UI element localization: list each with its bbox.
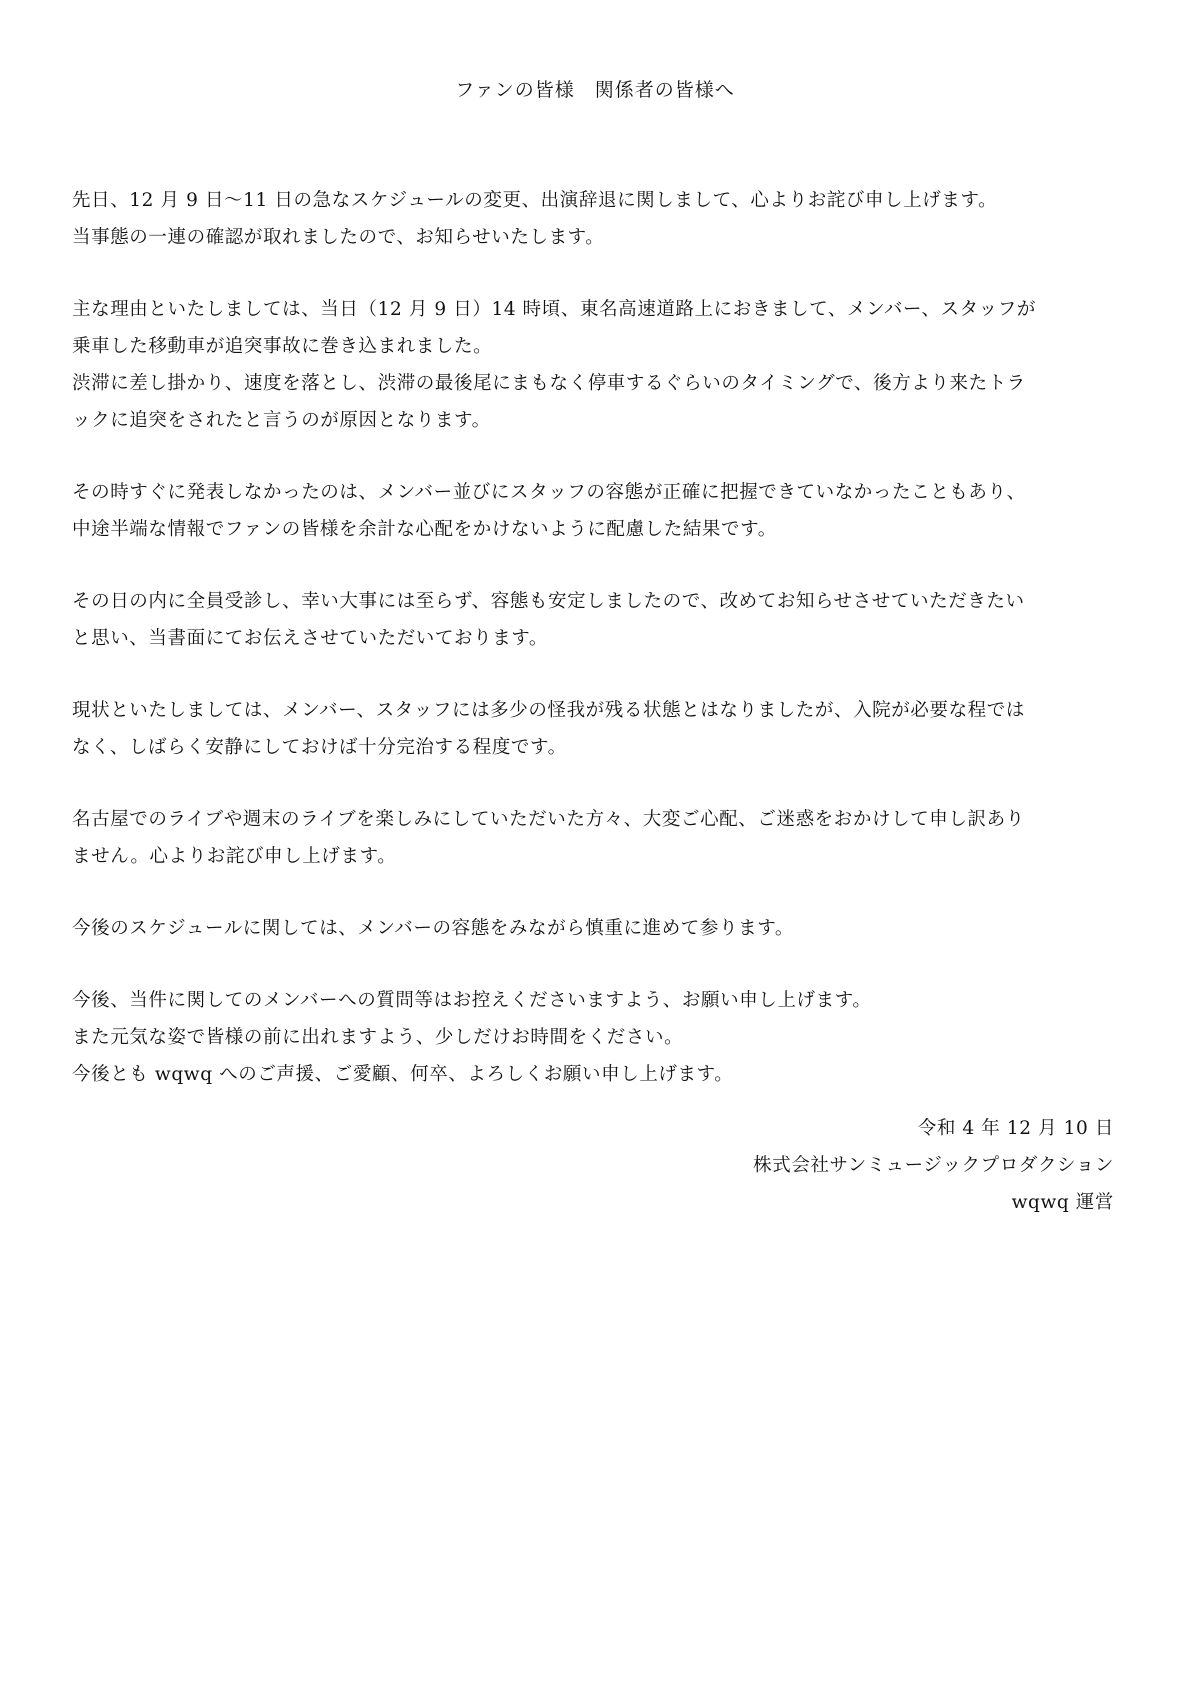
signature-date: 令和 4 年 12 月 10 日 bbox=[917, 1118, 1114, 1139]
paragraph-line: 主な理由といたしましては、当日（12 月 9 日）14 時頃、東名高速道路上におきまして、メンバー、スタッフが bbox=[72, 299, 1036, 320]
paragraph-line: 今後、当件に関してのメンバーへの質問等はお控えくださいますよう、お願い申し上げます。 bbox=[72, 990, 872, 1011]
signature-block bbox=[753, 1110, 1114, 1221]
paragraph-line: 現状といたしましては、メンバー、スタッフには多少の怪我が残る状態とはなりましたが、入院が必要な程では bbox=[72, 700, 1025, 721]
paragraph-current-status bbox=[72, 692, 1124, 766]
paragraph-delay-explanation bbox=[72, 474, 1124, 548]
paragraph-line: 名古屋でのライブや週末のライブを楽しみにしていただいた方々、大変ご心配、ご迷惑をおかけして申し訳あり bbox=[72, 809, 1025, 830]
paragraph-line: ックに追突をされたと言うのが原因となります。 bbox=[72, 410, 491, 431]
paragraph-line: ません。心よりお詫び申し上げます。 bbox=[72, 846, 397, 867]
paragraph-line: なく、しばらく安静にしておけば十分完治する程度です。 bbox=[72, 737, 567, 758]
paragraph-line: 先日、12 月 9 日〜11 日の急なスケジュールの変更、出演辞退に関しまして、心よりお詫び申し上げます。 bbox=[72, 190, 998, 211]
paragraph-line: と思い、当書面にてお伝えさせていただいております。 bbox=[72, 628, 549, 649]
paragraph-reason bbox=[72, 291, 1124, 439]
signature-operator: wqwq 運営 bbox=[1011, 1192, 1114, 1213]
paragraph-apology bbox=[72, 182, 1124, 256]
paragraph-line: その日の内に全員受診し、幸い大事には至らず、容態も安定しましたので、改めてお知らせさせていただきたい bbox=[72, 591, 1025, 612]
paragraph-closing bbox=[72, 982, 1124, 1093]
paragraph-line: 乗車した移動車が追突事故に巻き込まれました。 bbox=[72, 336, 493, 357]
paragraph-line: 当事態の一連の確認が取れましたので、お知らせいたします。 bbox=[72, 227, 605, 248]
paragraph-line: 中途半端な情報でファンの皆様を余計な心配をかけないように配慮した結果です。 bbox=[72, 519, 777, 540]
document-body bbox=[72, 182, 1124, 1128]
paragraph-line: 今後とも wqwq へのご声援、ご愛顧、何卒、よろしくお願い申し上げます。 bbox=[72, 1064, 734, 1085]
paragraph-line: 今後のスケジュールに関しては、メンバーの容態をみながら慎重に進めて参ります。 bbox=[72, 918, 794, 939]
signature-company: 株式会社サンミュージックプロダクション bbox=[753, 1155, 1114, 1176]
document-title: ファンの皆様 関係者の皆様へ bbox=[455, 79, 735, 101]
paragraph-medical bbox=[72, 583, 1124, 657]
paragraph-schedule bbox=[72, 910, 1124, 947]
paragraph-live-apology bbox=[72, 801, 1124, 875]
paragraph-line: その時すぐに発表しなかったのは、メンバー並びにスタッフの容態が正確に把握できていなかったこともあり、 bbox=[72, 482, 1026, 503]
paragraph-line: また元気な姿で皆様の前に出れますよう、少しだけお時間をください。 bbox=[72, 1027, 684, 1048]
paragraph-line: 渋滞に差し掛かり、速度を落とし、渋滞の最後尾にまもなく停車するぐらいのタイミングで、後方より来たトラ bbox=[72, 373, 1026, 394]
